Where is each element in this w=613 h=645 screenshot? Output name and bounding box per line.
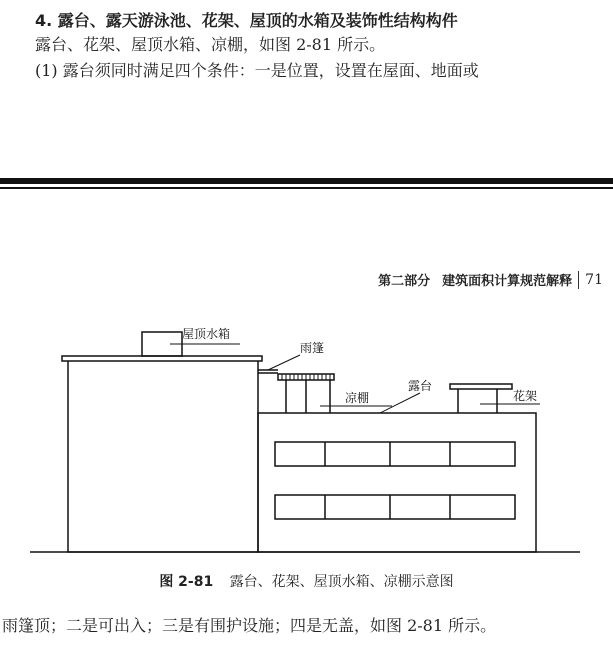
- figure-caption-text: 露台、花架、屋顶水箱、凉棚示意图: [229, 574, 454, 590]
- window-row-upper: [275, 442, 515, 466]
- page-divider-thin: [0, 187, 613, 189]
- label-terrace: 露台: [408, 379, 433, 393]
- running-header-title: 建筑面积计算规范解释: [442, 274, 573, 289]
- paragraph-line-1: 露台、花架、屋顶水箱、凉棚，如图 2-81 所示。: [35, 35, 386, 54]
- page-number: 71: [585, 271, 603, 288]
- top-text-block: [35, 10, 605, 84]
- figure-caption: [0, 571, 613, 591]
- leader-terrace: [380, 393, 420, 413]
- label-pavilion: 凉棚: [345, 391, 370, 405]
- leader-canopy: [268, 355, 300, 370]
- page-divider-thick: [0, 178, 613, 184]
- figure-caption-number: 图 2-81: [159, 574, 214, 590]
- paragraph-line-2: (1) 露台须同时满足四个条件：一是位置，设置在屋面、地面或: [35, 61, 479, 80]
- main-building: [68, 360, 258, 552]
- label-canopy: 雨篷: [300, 341, 325, 355]
- label-water-tank: 屋顶水箱: [182, 327, 231, 341]
- pergola-beam: [450, 384, 512, 389]
- running-header-section: 第二部分: [378, 274, 431, 289]
- label-pergola: 花架: [513, 389, 538, 403]
- running-header: [378, 270, 603, 289]
- low-building: [258, 413, 536, 552]
- building-diagram: [0, 300, 613, 570]
- running-header-separator: [578, 271, 579, 289]
- building-diagram-svg: [0, 300, 613, 570]
- section-heading: 4. 露台、露天游泳池、花架、屋顶的水箱及装饰性结构构件: [35, 11, 458, 30]
- bottom-paragraph-line: 雨篷顶；二是可出入；三是有围护设施；四是无盖，如图 2-81 所示。: [2, 616, 497, 635]
- window-row-lower: [275, 495, 515, 519]
